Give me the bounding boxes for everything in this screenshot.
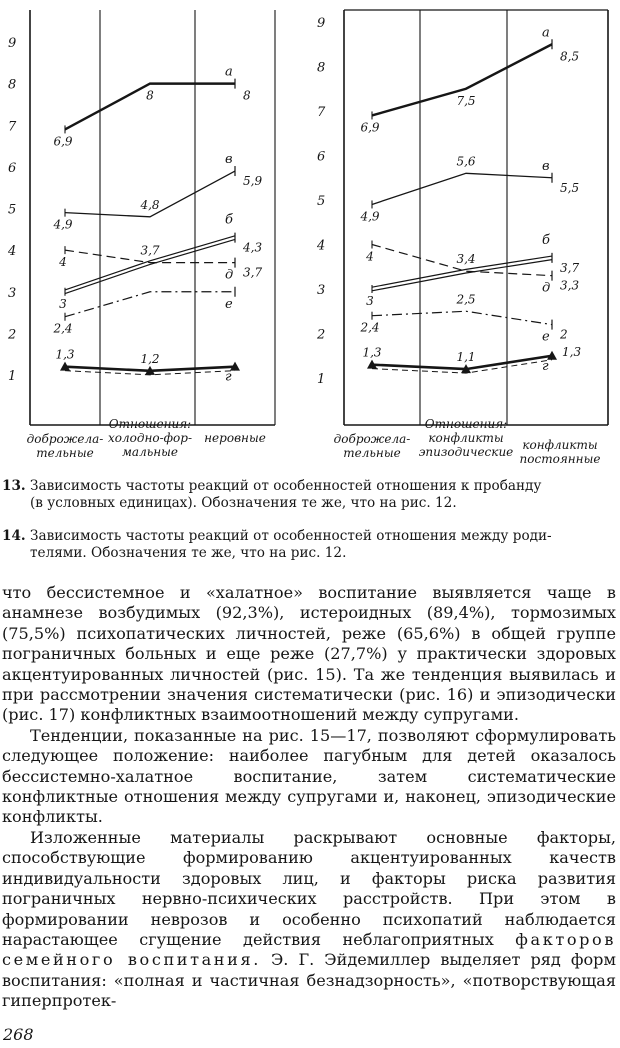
y-tick-label: 8 xyxy=(317,60,326,76)
body-text xyxy=(2,583,616,1012)
data-label: 1,3 xyxy=(562,344,582,359)
data-label: 2,4 xyxy=(53,321,73,336)
data-label: 5,5 xyxy=(560,180,580,195)
category-label-1-line1: доброжела- xyxy=(333,432,411,446)
data-label: 3,7 xyxy=(243,265,263,280)
y-tick-label: 9 xyxy=(8,36,17,51)
paragraph-3-spaced-phrase: факторов семейного воспитания. xyxy=(2,929,616,970)
data-label: 2,5 xyxy=(456,292,476,307)
y-tick-label: 1 xyxy=(317,372,326,387)
legend-letter-thin: в xyxy=(225,152,233,168)
legend-letter-thick: а xyxy=(542,25,550,41)
page-number: 268 xyxy=(3,1025,34,1044)
data-label: 1,1 xyxy=(456,350,476,365)
data-label: 8 xyxy=(243,88,251,103)
data-label: 4,3 xyxy=(243,240,263,255)
category-label-3-line2: постоянные xyxy=(519,452,601,466)
category-label-2-line2: мальные xyxy=(121,445,179,459)
paragraph-3-part-a: Изложенные материалы раскрывают основные факторы, способствующие формированию акцентуированных качеств индивидуальности здоровых лиц, и факторы риска развития пограничных нервно-психических расстройств. При этом в формировании неврозов и особенно психопатий наблюдается нарастающее сгущение действия неблагоприятных xyxy=(2,827,616,949)
chart-figure-14 xyxy=(316,10,608,466)
y-tick-label: 7 xyxy=(317,105,326,120)
category-label-1-line1: доброжела- xyxy=(26,432,104,446)
y-tick-label: 3 xyxy=(8,285,17,301)
group-title: Отношения: xyxy=(424,417,508,431)
caption-13-line2: (в условных единицах). Обозначения те же, что на рис. 12. xyxy=(30,495,457,511)
data-label: 4,9 xyxy=(53,217,73,232)
group-title: Отношения: xyxy=(108,417,192,431)
data-label: 4,9 xyxy=(360,209,380,224)
legend-letter-thick: а xyxy=(225,64,233,80)
y-tick-label: 7 xyxy=(8,119,17,135)
caption-14-line1: Зависимость частоты реакций от особенностей отношения между роди- xyxy=(30,528,552,544)
category-label-3-line1: конфликты xyxy=(522,438,598,452)
y-tick-label: 4 xyxy=(317,238,326,254)
legend-letter-triangle: г xyxy=(542,358,549,374)
caption-13-line1: Зависимость частоты реакций от особенностей отношения к пробанду xyxy=(30,478,542,494)
paragraph-3-part-c: Э. Г. Эйдемиллер выделяет ряд форм воспитания: «полная и частичная безнадзорность», «потворствующая гиперпротек- xyxy=(2,950,616,1011)
paragraph-3 xyxy=(2,828,616,1012)
data-label: 5,6 xyxy=(456,154,476,169)
legend-letter-dashed: д xyxy=(225,267,234,283)
figures-area xyxy=(0,0,620,470)
y-tick-label: 4 xyxy=(8,244,17,260)
data-label: 2 xyxy=(560,327,568,342)
data-label: 3,7 xyxy=(560,260,580,275)
y-tick-label: 9 xyxy=(317,16,326,31)
data-label: 5,9 xyxy=(243,174,263,189)
legend-letter-double: б xyxy=(225,212,233,228)
category-label-3: неровные xyxy=(204,431,266,445)
data-label: 2,4 xyxy=(360,320,380,335)
category-label-2-line1: конфликты xyxy=(428,431,504,445)
data-label: 1,2 xyxy=(140,351,160,366)
chart-figure-13 xyxy=(7,10,275,460)
data-label: 3 xyxy=(366,294,374,308)
series-line-dashdot xyxy=(372,311,552,324)
paragraph-1: что бессистемное и «халатное» воспитание выявляется чаще в анамнезе возбудимых (92,3%), истероидных (89,4%), тормозимых (75,5%) психопатических личностей, реже (65,6%) в общей группе пограничных больных и еще реже (27,7%) у практически здоровых акцентуированных личностей (рис. 15). Та же тенденция выявилась и при рассмотрении значения систематически (рис. 16) и эпизодически (рис. 17) конфликтных взаимоотношений между супругами. xyxy=(2,583,616,725)
paragraph-2: Тенденции, показанные на рис. 15—17, позволяют сформулировать следующее положение: наиболее пагубным для детей оказалось бессистемно-халатное воспитание, затем систематические конфликтные отношения между супругами и, наконец, эпизодические конфликты. xyxy=(2,725,616,827)
legend-letter-double: б xyxy=(542,232,550,248)
category-label-2-line2: эпизодические xyxy=(418,445,514,459)
data-label: 4,8 xyxy=(140,197,160,212)
caption-13-number: 13. xyxy=(2,478,26,494)
data-label: 3,4 xyxy=(456,252,476,267)
category-label-2-line1: холодно-фор- xyxy=(108,431,192,445)
data-label: 8 xyxy=(146,88,154,103)
category-label-1-line2: тельные xyxy=(36,446,94,460)
y-tick-label: 6 xyxy=(317,149,326,165)
legend-letter-dashed: д xyxy=(542,280,551,296)
data-label: 4 xyxy=(366,249,374,264)
data-label: 6,9 xyxy=(360,120,380,135)
data-label: 1,3 xyxy=(55,347,75,362)
data-label: 6,9 xyxy=(53,134,73,149)
data-label: 4 xyxy=(59,255,67,270)
legend-letter-thin: в xyxy=(542,158,550,174)
caption-figure-14 xyxy=(2,528,616,562)
caption-figure-13 xyxy=(2,478,616,512)
y-tick-label: 2 xyxy=(317,327,326,343)
category-label-1-line2: тельные xyxy=(343,446,401,460)
data-label: 7,5 xyxy=(456,93,476,108)
y-tick-label: 5 xyxy=(8,202,17,218)
data-label: 8,5 xyxy=(560,49,580,64)
y-tick-label: 2 xyxy=(8,327,17,343)
caption-14-line2: телями. Обозначения те же, что на рис. 12. xyxy=(30,545,347,561)
series-line-dashdot xyxy=(65,292,235,317)
data-label: 3,7 xyxy=(140,243,160,258)
y-tick-label: 8 xyxy=(8,77,17,93)
legend-letter-dashdot: е xyxy=(542,329,550,345)
data-label: 3 xyxy=(59,296,67,311)
y-tick-label: 3 xyxy=(317,283,326,298)
y-tick-label: 5 xyxy=(317,194,326,209)
series-line-thin xyxy=(372,173,552,204)
legend-letter-triangle: г xyxy=(225,369,232,385)
data-label: 3,3 xyxy=(560,278,580,293)
caption-14-number: 14. xyxy=(2,528,26,544)
y-tick-label: 6 xyxy=(8,160,17,176)
data-label: 1,3 xyxy=(362,345,382,360)
legend-letter-dashdot: е xyxy=(225,296,233,312)
y-tick-label: 1 xyxy=(8,369,17,384)
